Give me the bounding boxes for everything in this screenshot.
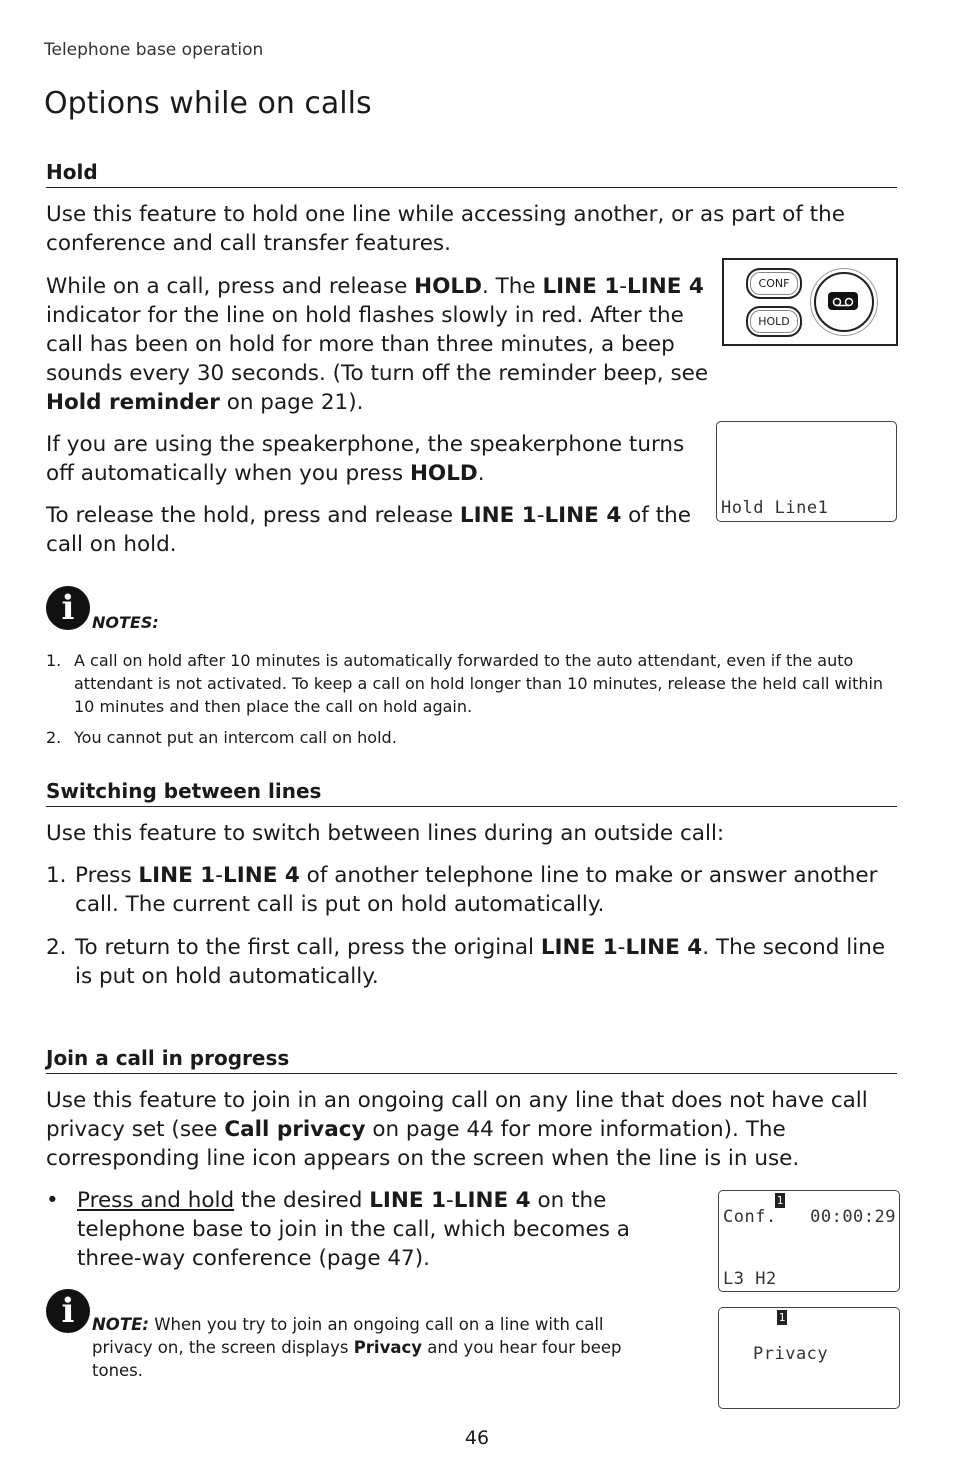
notes-label: NOTES: xyxy=(92,613,159,632)
lcd-screen-privacy xyxy=(718,1307,900,1409)
switching-step-1: 1. Press LINE 1-LINE 4 of another telephone line to make or answer another call. The current call is put on hold automatically. xyxy=(46,863,878,917)
section-heading-join: Join a call in progress xyxy=(46,1046,897,1074)
lcd-timer: 00:00:29 xyxy=(810,1207,896,1227)
release-hold-instructions: To release the hold, press and release LINE 1-LINE 4 of the call on hold. xyxy=(46,503,691,557)
hold-intro: Use this feature to hold one line while accessing another, or as part of the conference and call transfer features. xyxy=(46,202,845,256)
info-icon: i xyxy=(46,1289,90,1333)
join-bullet: • Press and hold the desired LINE 1-LINE 4 on the telephone base to join in the call, which becomes a three-way conference (page 47). xyxy=(46,1188,630,1271)
info-icon: i xyxy=(46,586,90,630)
lcd-line-status: L3 H2 xyxy=(723,1269,777,1289)
hold-button: HOLD xyxy=(746,306,802,337)
switching-step-2: 2. To return to the first call, press the original LINE 1-LINE 4. The second line is put on hold automatically. xyxy=(46,935,886,989)
page-title: Options while on calls xyxy=(44,86,372,121)
lcd-screen-conference xyxy=(718,1190,900,1292)
lcd-screen-hold xyxy=(716,421,897,522)
line-icon: 1 xyxy=(776,1194,784,1207)
list-item: 2. You cannot put an intercom call on hold. xyxy=(46,728,397,747)
section-heading-switching: Switching between lines xyxy=(46,779,897,807)
voicemail-button xyxy=(814,272,874,332)
join-note: NOTE: When you try to join an ongoing call on a line with call privacy on, the screen displays Privacy and you hear four beep tones. xyxy=(92,1315,622,1380)
hold-instructions: While on a call, press and release HOLD. The LINE 1-LINE 4 indicator for the line on hold flashes slowly in red. After the call has been on hold for more than three minutes, a beep sounds every 30 seconds. (To turn off the reminder beep, see Hold reminder on page 21). xyxy=(46,274,709,415)
section-heading-hold: Hold xyxy=(46,160,897,188)
lcd-privacy-text: Privacy xyxy=(753,1344,829,1364)
button-illustration xyxy=(722,258,898,346)
list-item: 1. A call on hold after 10 minutes is automatically forwarded to the auto attendant, even if the auto attendant is not activated. To keep a call on hold longer than 10 minutes, release the held call within 10 minutes and then place the call on hold again. xyxy=(46,651,884,716)
voicemail-icon xyxy=(828,292,858,310)
lcd-text: Hold Line1 xyxy=(721,498,829,518)
switching-intro: Use this feature to switch between lines during an outside call: xyxy=(46,821,725,846)
speakerphone-note: If you are using the speakerphone, the speakerphone turns off automatically when you press HOLD. xyxy=(46,432,685,486)
page-number: 46 xyxy=(464,1427,490,1449)
join-intro: Use this feature to join in an ongoing call on any line that does not have call privacy set (see Call privacy on page 44 for more information). The corresponding line icon appears on the screen when the line is in use. xyxy=(46,1088,868,1171)
line-icon: 1 xyxy=(778,1311,786,1324)
lcd-conf-label: Conf. xyxy=(723,1207,777,1227)
breadcrumb: Telephone base operation xyxy=(44,40,264,60)
conf-button: CONF xyxy=(746,268,802,299)
notes-list xyxy=(46,649,896,749)
